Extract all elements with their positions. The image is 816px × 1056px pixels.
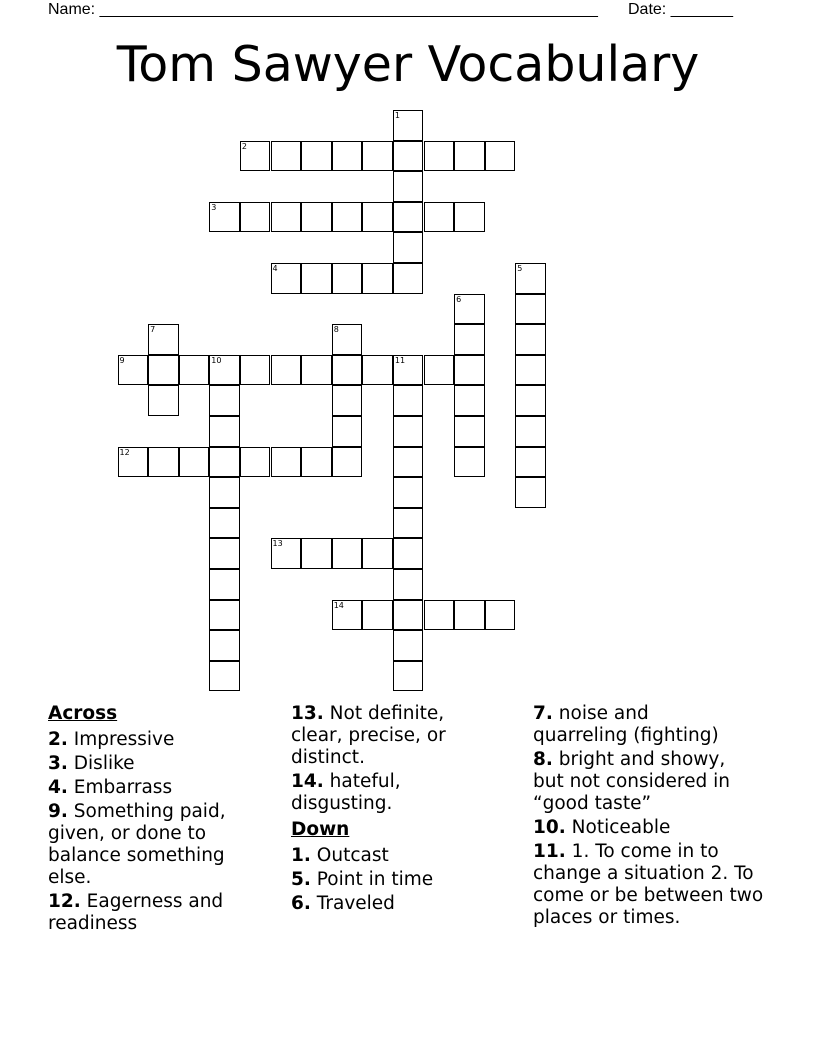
clue-text: Traveled xyxy=(316,893,395,914)
grid-cell[interactable] xyxy=(332,416,363,447)
cell-number: 5 xyxy=(517,264,523,273)
clue-item xyxy=(291,845,527,867)
grid-cell[interactable] xyxy=(271,538,302,569)
cell-number: 11 xyxy=(394,355,406,365)
clue-item xyxy=(291,771,441,815)
grid-cell[interactable] xyxy=(271,447,302,478)
grid-cell[interactable] xyxy=(179,355,210,386)
clues-column-1 xyxy=(48,703,284,937)
cell-number: 12 xyxy=(119,447,130,457)
clue-item xyxy=(533,817,769,839)
clue-item xyxy=(291,703,481,769)
grid-cell[interactable] xyxy=(515,385,546,416)
clue-number: 2. xyxy=(48,729,68,750)
clue-number: 1. xyxy=(291,845,311,866)
grid-cell[interactable] xyxy=(118,355,149,386)
cell-number: 2 xyxy=(241,141,247,151)
clue-text: Embarrass xyxy=(73,777,173,798)
grid-cell[interactable] xyxy=(301,447,332,478)
grid-cell[interactable] xyxy=(454,141,485,172)
grid-cell[interactable] xyxy=(515,324,546,355)
clue-text: bright and showy, but not considered in “good taste” xyxy=(533,749,730,814)
clue-item xyxy=(533,841,768,929)
grid-cell[interactable] xyxy=(271,141,302,172)
grid-cell[interactable] xyxy=(393,141,424,172)
grid-cell[interactable] xyxy=(454,355,485,386)
grid-cell[interactable] xyxy=(240,202,271,233)
grid-cell[interactable] xyxy=(424,600,455,631)
grid-cell[interactable] xyxy=(454,385,485,416)
cell-number: 13 xyxy=(272,539,283,549)
clue-item xyxy=(48,891,248,935)
clue-item xyxy=(291,893,527,915)
clue-item xyxy=(48,729,284,751)
grid-cell[interactable] xyxy=(332,202,363,233)
grid-cell[interactable] xyxy=(271,355,302,386)
grid-cell[interactable] xyxy=(332,600,363,631)
name-field-label[interactable]: Name: ________________________________________________________ xyxy=(48,1,598,18)
clue-number: 14. xyxy=(291,771,324,792)
down-heading: Down xyxy=(291,819,350,840)
clue-text: Impressive xyxy=(73,729,175,750)
grid-cell[interactable] xyxy=(515,477,546,508)
clue-item xyxy=(291,869,527,891)
grid-cell[interactable] xyxy=(393,447,424,478)
grid-cell[interactable] xyxy=(118,447,149,478)
grid-cell[interactable] xyxy=(362,202,393,233)
grid-cell[interactable] xyxy=(209,202,240,233)
grid-cell[interactable] xyxy=(209,600,240,631)
grid-cell[interactable] xyxy=(209,447,240,478)
clue-text: Dislike xyxy=(73,753,135,774)
grid-cell[interactable] xyxy=(209,385,240,416)
clue-text: 1. To come in to change a situation 2. To come or be between two places or times. xyxy=(533,841,764,928)
clue-number: 13. xyxy=(291,703,324,724)
cell-number: 6 xyxy=(456,294,462,304)
grid-cell[interactable] xyxy=(271,202,302,233)
clue-text: Not definite, clear, precise, or distinct. xyxy=(291,703,446,768)
grid-cell[interactable] xyxy=(393,232,424,263)
grid-cell[interactable] xyxy=(362,263,393,294)
grid-cell[interactable] xyxy=(148,385,179,416)
grid-cell[interactable] xyxy=(240,141,271,172)
grid-cell[interactable] xyxy=(209,538,240,569)
grid-cell[interactable] xyxy=(332,538,363,569)
clue-text: Eagerness and readiness xyxy=(48,891,224,934)
clue-number: 3. xyxy=(48,753,68,774)
clues-column-3 xyxy=(533,703,769,931)
clue-number: 6. xyxy=(291,893,311,914)
grid-cell[interactable] xyxy=(515,294,546,325)
grid-cell[interactable] xyxy=(301,538,332,569)
clue-text: Point in time xyxy=(316,869,434,890)
grid-cell[interactable] xyxy=(301,355,332,386)
cell-number: 8 xyxy=(333,325,339,335)
grid-cell[interactable] xyxy=(179,447,210,478)
clue-number: 7. xyxy=(533,703,553,724)
grid-cell[interactable] xyxy=(209,661,240,692)
clue-item xyxy=(48,753,284,775)
grid-cell[interactable] xyxy=(148,324,179,355)
grid-cell[interactable] xyxy=(393,538,424,569)
grid-cell[interactable] xyxy=(454,447,485,478)
clue-number: 11. xyxy=(533,841,566,862)
grid-cell[interactable] xyxy=(393,630,424,661)
clue-item xyxy=(533,703,748,747)
clue-item xyxy=(533,749,758,815)
clue-text: Outcast xyxy=(316,845,389,866)
clue-text: Something paid, given, or done to balance something else. xyxy=(48,801,226,888)
clue-number: 10. xyxy=(533,817,566,838)
date-field-label[interactable]: Date: _______ xyxy=(628,1,733,18)
grid-cell[interactable] xyxy=(209,630,240,661)
grid-cell[interactable] xyxy=(393,508,424,539)
clue-text: noise and quarreling (fighting) xyxy=(533,703,719,746)
grid-cell[interactable] xyxy=(454,202,485,233)
grid-cell[interactable] xyxy=(515,447,546,478)
grid-cell[interactable] xyxy=(515,263,546,294)
grid-cell[interactable] xyxy=(424,202,455,233)
clue-number: 4. xyxy=(48,777,68,798)
grid-cell[interactable] xyxy=(454,294,485,325)
grid-cell[interactable] xyxy=(301,263,332,294)
cell-number: 9 xyxy=(119,355,125,365)
grid-cell[interactable] xyxy=(393,355,424,386)
grid-cell[interactable] xyxy=(515,355,546,386)
grid-cell[interactable] xyxy=(424,141,455,172)
clue-text: hateful, disgusting. xyxy=(291,771,401,814)
clue-number: 12. xyxy=(48,891,81,912)
clue-item xyxy=(48,801,248,889)
clues-column-2 xyxy=(291,703,527,917)
grid-cell[interactable] xyxy=(393,385,424,416)
grid-cell[interactable] xyxy=(240,447,271,478)
grid-cell[interactable] xyxy=(393,569,424,600)
grid-cell[interactable] xyxy=(485,600,516,631)
grid-cell[interactable] xyxy=(209,355,240,386)
grid-cell[interactable] xyxy=(393,477,424,508)
grid-cell[interactable] xyxy=(454,600,485,631)
grid-cell[interactable] xyxy=(209,569,240,600)
grid-cell[interactable] xyxy=(209,416,240,447)
grid-cell[interactable] xyxy=(393,171,424,202)
grid-cell[interactable] xyxy=(332,141,363,172)
grid-cell[interactable] xyxy=(362,141,393,172)
grid-cell[interactable] xyxy=(332,355,363,386)
grid-cell[interactable] xyxy=(209,477,240,508)
clue-number: 9. xyxy=(48,801,68,822)
grid-cell[interactable] xyxy=(393,110,424,141)
grid-cell[interactable] xyxy=(362,600,393,631)
clue-text: Noticeable xyxy=(571,817,671,838)
grid-cell[interactable] xyxy=(393,263,424,294)
grid-cell[interactable] xyxy=(301,141,332,172)
grid-cell[interactable] xyxy=(148,447,179,478)
grid-cell[interactable] xyxy=(332,263,363,294)
grid-cell[interactable] xyxy=(393,661,424,692)
cell-number: 1 xyxy=(394,111,400,120)
grid-cell[interactable] xyxy=(332,447,363,478)
grid-cell[interactable] xyxy=(454,324,485,355)
cell-number: 7 xyxy=(150,325,156,335)
cell-number: 10 xyxy=(211,355,222,365)
grid-cell[interactable] xyxy=(362,538,393,569)
grid-cell[interactable] xyxy=(148,355,179,386)
grid-cell[interactable] xyxy=(393,202,424,233)
grid-cell[interactable] xyxy=(271,263,302,294)
clue-number: 8. xyxy=(533,749,553,770)
page-title: Tom Sawyer Vocabulary xyxy=(116,36,700,93)
grid-cell[interactable] xyxy=(393,600,424,631)
grid-cell[interactable] xyxy=(485,141,516,172)
cell-number: 4 xyxy=(272,264,278,273)
clue-number: 5. xyxy=(291,869,311,890)
grid-cell[interactable] xyxy=(209,508,240,539)
grid-cell[interactable] xyxy=(515,416,546,447)
grid-cell[interactable] xyxy=(362,355,393,386)
cell-number: 3 xyxy=(211,202,217,212)
across-heading: Across xyxy=(48,703,118,724)
clue-item xyxy=(48,777,284,799)
grid-cell[interactable] xyxy=(424,355,455,386)
grid-cell[interactable] xyxy=(454,416,485,447)
grid-cell[interactable] xyxy=(332,324,363,355)
grid-cell[interactable] xyxy=(301,202,332,233)
grid-cell[interactable] xyxy=(393,416,424,447)
cell-number: 14 xyxy=(333,600,344,610)
grid-cell[interactable] xyxy=(332,385,363,416)
grid-cell[interactable] xyxy=(240,355,271,386)
